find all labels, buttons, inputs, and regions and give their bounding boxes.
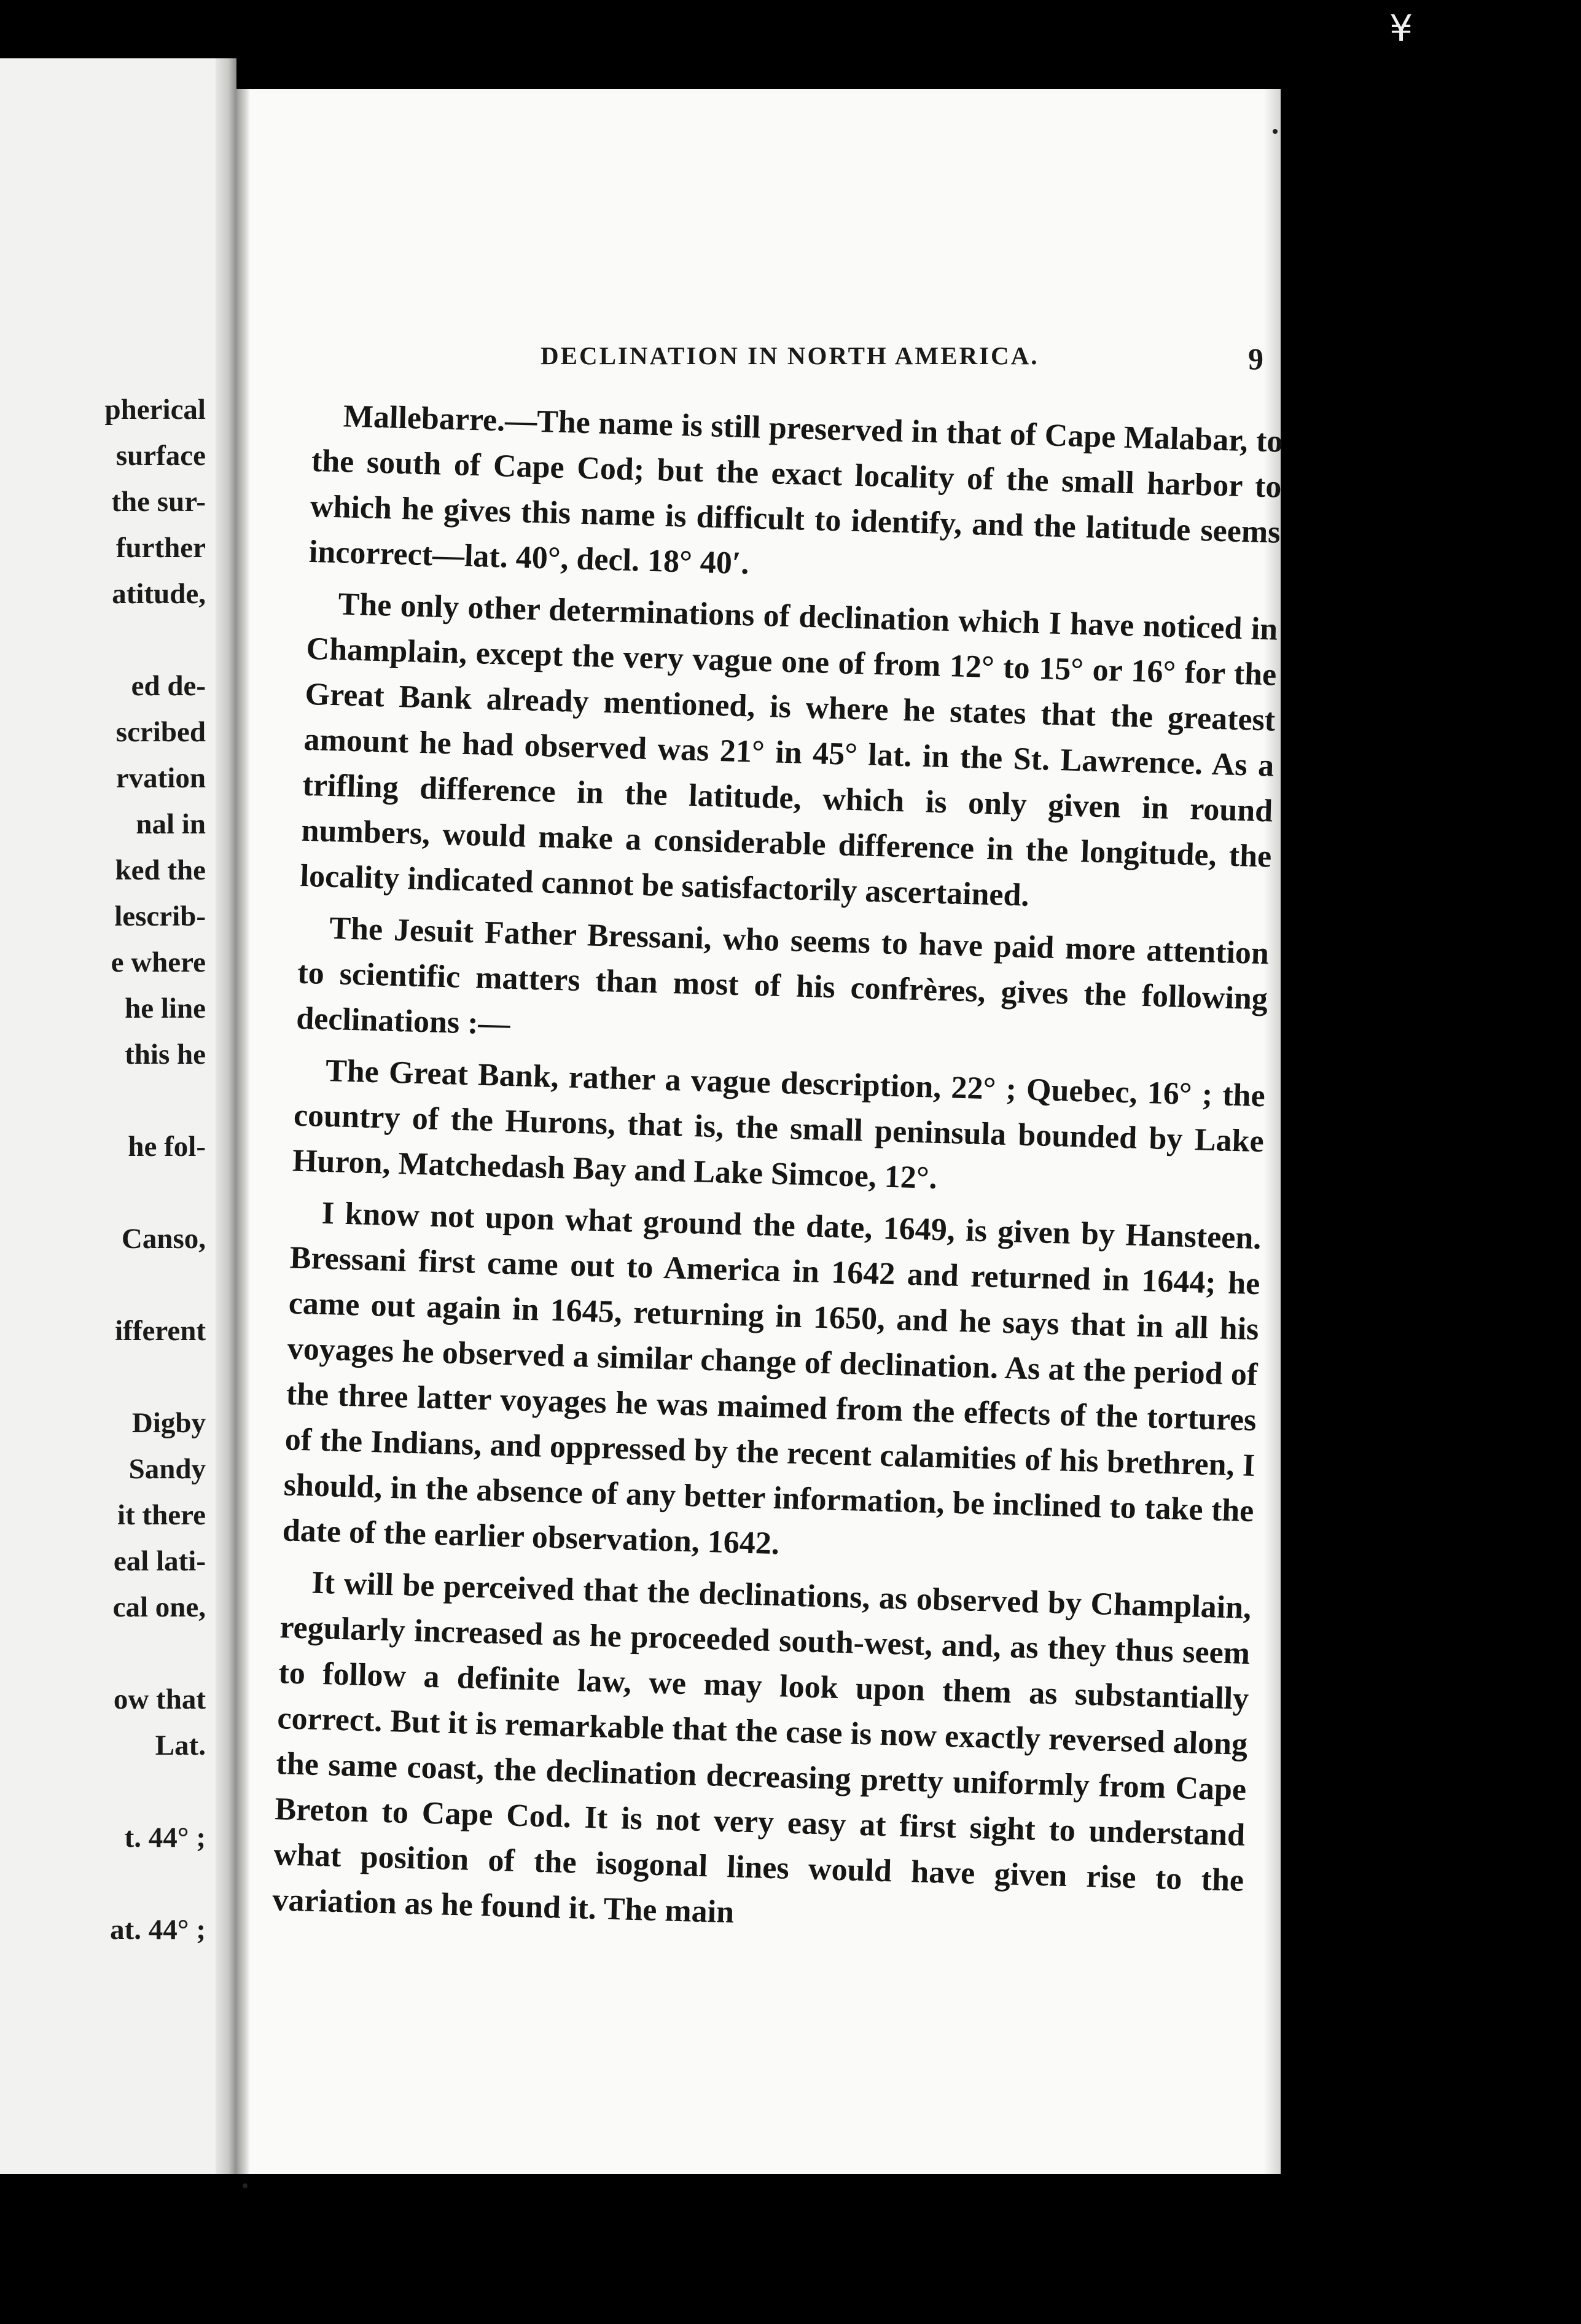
left-page-line: ifferent bbox=[115, 1315, 206, 1347]
left-page-line: ed de- bbox=[131, 670, 206, 702]
speck-mark bbox=[1273, 129, 1278, 134]
left-page-line: cal one, bbox=[112, 1591, 206, 1623]
right-page-outer-edge bbox=[1263, 89, 1281, 2174]
paragraph: Mallebarre.—The name is still preserved in that of Cape Malabar, to the south of Cape Cod; but the exact locality of the small harbor to which he gives this name is difficult to identify, and the latitude seems incorrect—lat. 40°, decl. 18° 40′. bbox=[308, 399, 1284, 582]
left-page-line: e where bbox=[111, 946, 206, 978]
paragraph: The only other determinations of declination which I have noticed in Champlain, except the very vague one of from 12° to 15° or 16° for the Great Bank already mentioned, is where he states that the greatest amount he had observed was 21° in 45° lat. in the St. Lawrence. As a trifling difference in the latitude, which is only given in round numbers, would make a considerable difference in the longitude, the locality indicated cannot be satisfactorily ascertained. bbox=[299, 587, 1278, 913]
left-page-line: Canso, bbox=[121, 1223, 206, 1255]
left-page-line: scribed bbox=[115, 716, 206, 748]
left-page-line: he line bbox=[125, 992, 206, 1024]
left-page-line: nal in bbox=[136, 808, 206, 840]
paragraph: The Great Bank, rather a vague description, 22° ; Quebec, 16° ; the country of the Hurons, that is, the small peninsula bounded by Lake Huron, Matchedash Bay and Lake Simcoe, 12°. bbox=[292, 1053, 1266, 1196]
left-page-line: pherical bbox=[104, 394, 206, 426]
left-page-line: eal lati- bbox=[113, 1545, 206, 1577]
left-page-line: Digby bbox=[131, 1407, 206, 1439]
left-page-line: rvation bbox=[115, 762, 206, 794]
left-page-line: Lat. bbox=[155, 1729, 206, 1761]
left-page-line: the sur- bbox=[111, 486, 206, 518]
left-facing-page bbox=[0, 58, 236, 2174]
scan-corner-mark: ¥ bbox=[1389, 7, 1413, 50]
left-page-line: Sandy bbox=[128, 1453, 206, 1485]
right-page-binding-edge bbox=[236, 89, 250, 2174]
paragraph: I know not upon what ground the date, 1649, is given by Hansteen. Bressani first came out to America in 1642 and returned in 1644; he came out again in 1645, returning in 1650, and he says that in all his voyages he observed a similar change of declination. As at the period of the three latter voyages he was maimed from the effects of the tortures of the Indians, and oppressed by the recent calamities of his brethren, I should, in the absence of any better information, be inclined to take the date of the earlier observation, 1642. bbox=[282, 1195, 1262, 1562]
left-page-line: further bbox=[115, 532, 206, 564]
paragraph: The Jesuit Father Bressani, who seems to have paid more attention to scientific matters than most of his confrères, gives the following declinations :— bbox=[295, 911, 1270, 1042]
left-page-line: this he bbox=[125, 1039, 206, 1070]
body-text bbox=[271, 393, 1283, 1956]
left-page-line: t. 44° ; bbox=[124, 1822, 206, 1854]
left-page-line: it there bbox=[117, 1499, 206, 1531]
left-page-line: atitude, bbox=[112, 578, 206, 610]
page-number: 9 bbox=[1248, 341, 1263, 376]
left-page-line: surface bbox=[115, 440, 206, 472]
left-page-gutter bbox=[216, 58, 236, 2174]
paragraph: It will be perceived that the declinations, as observed by Champlain, regularly increased as he proceeded south-west, and, as they thus seem to follow a definite law, we may look upon them as substantially correct. But it is remarkable that the case is now exactly reversed along the same coast, the declination decreasing pretty uniformly from Cape Breton to Cape Cod. It is not very easy at first sight to understand what position of the isogonal lines would have given rise to the variation as he found it. The main bbox=[271, 1565, 1252, 1930]
left-page-line: lescrib- bbox=[114, 900, 206, 932]
running-head: DECLINATION IN NORTH AMERICA. bbox=[541, 341, 1039, 370]
left-page-line: at. 44° ; bbox=[110, 1914, 206, 1946]
speck-mark bbox=[243, 2183, 248, 2188]
left-page-line: ked the bbox=[115, 854, 206, 886]
left-page-line: ow that bbox=[113, 1683, 206, 1715]
left-page-line: he fol- bbox=[128, 1131, 206, 1163]
